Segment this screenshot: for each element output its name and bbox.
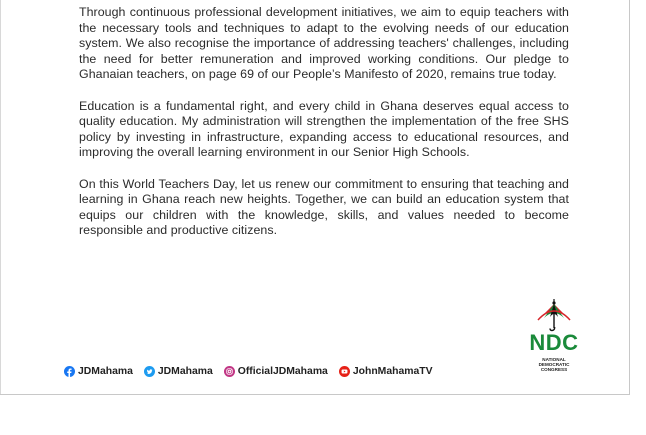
page-bottom-edge (0, 394, 630, 395)
page-right-edge (629, 0, 630, 394)
twitter-icon (144, 366, 155, 377)
ndc-fullname-line: CONGRESS (540, 367, 568, 373)
statement-body (79, 5, 569, 255)
ndc-fullname-line: NATIONAL (542, 357, 566, 362)
social-handles (64, 366, 444, 377)
ndc-umbrella-emblem (534, 298, 574, 332)
facebook-handle: JDMahama (78, 366, 133, 377)
social-youtube[interactable] (339, 366, 433, 377)
social-facebook[interactable] (64, 366, 133, 377)
page-left-edge (0, 0, 1, 394)
ndc-acronym: NDC (529, 330, 579, 355)
paragraph: On this World Teachers Day, let us renew our commitment to ensuring that teaching and learning in Ghana reach new heights. Together, we can build an education system that equips our children with the knowledge, skills, and values needed to become responsible and productive citizens. (79, 176, 569, 238)
youtube-handle: JohnMahamaTV (352, 366, 433, 377)
ndc-fullname-line: DEMOCRATIC (538, 362, 570, 368)
twitter-handle: JDMahama (157, 366, 213, 377)
ndc-fullname (523, 357, 585, 373)
paragraph: Education is a fundamental right, and every child in Ghana deserves equal access to quality education. My administration will strengthen the implementation of the free SHS policy by investing in infrastructure, expanding access to educational resources, and improving the overall learning environment in our Senior High Schools. (79, 98, 569, 160)
youtube-icon (339, 366, 350, 377)
ndc-logo (523, 298, 585, 373)
instagram-icon (224, 366, 235, 377)
instagram-handle: OfficialJDMahama (237, 366, 328, 377)
social-twitter[interactable] (144, 366, 213, 377)
social-instagram[interactable] (224, 366, 328, 377)
facebook-icon (64, 366, 75, 377)
paragraph: Through continuous professional development initiatives, we aim to equip teachers with the necessary tools and techniques to adapt to the evolving needs of our education system. We also recognise the importance of addressing teachers' challenges, including the need for better remuneration and improved working conditions. Our pledge to Ghanaian teachers, on page 69 of our People’s Manifesto of 2020, remains true today. (79, 5, 569, 82)
